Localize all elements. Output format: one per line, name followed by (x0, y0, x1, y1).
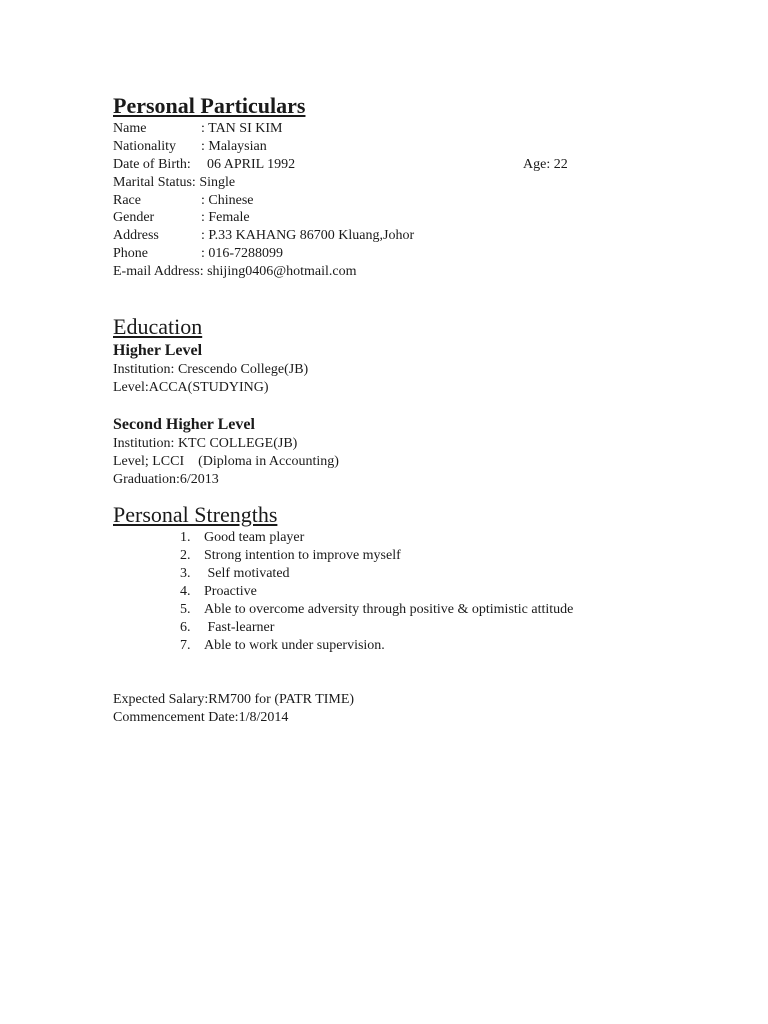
race-value: : Chinese (201, 192, 254, 208)
address-label: Address (113, 228, 159, 244)
list-item (180, 529, 768, 547)
list-text: Good team player (204, 530, 305, 546)
list-number: 4. (180, 584, 191, 600)
gender-row (113, 209, 733, 227)
name-label: Name (113, 121, 147, 136)
dob-row (113, 156, 733, 174)
nationality-label: Nationality (113, 138, 176, 154)
section-title-personal-strengths: Personal Strengths (113, 502, 278, 528)
higher-institution: Institution: Crescendo College(JB) (113, 362, 309, 378)
list-text: Proactive (204, 584, 257, 600)
phone-value: : 016-7288099 (201, 246, 284, 262)
dob-label: Date of Birth: (113, 156, 191, 172)
address-row (113, 227, 733, 245)
list-number: 1. (180, 530, 191, 546)
age-value: Age: 22 (523, 156, 568, 172)
list-text: Self motivated (204, 566, 290, 582)
list-item (180, 565, 768, 583)
list-number: 2. (180, 548, 191, 564)
nationality-row (113, 138, 733, 156)
higher-level: Level:ACCA(STUDYING) (113, 379, 269, 395)
list-item (180, 619, 768, 637)
commencement-date: Commencement Date:1/8/2014 (113, 709, 289, 725)
name-value: : TAN SI KIM (201, 121, 283, 136)
dob-value: 06 APRIL 1992 (207, 156, 296, 172)
list-text: Strong intention to improve myself (204, 548, 401, 564)
nationality-value: : Malaysian (201, 138, 267, 154)
race-row (113, 192, 733, 210)
marital-status: Marital Status: Single (113, 174, 236, 190)
name-row (113, 120, 733, 138)
gender-label: Gender (113, 210, 155, 226)
heading-higher-level: Higher Level (113, 342, 203, 360)
email-row: E-mail Address: shijing0406@hotmail.com (113, 264, 357, 280)
race-label: Race (113, 192, 141, 208)
graduation: Graduation:6/2013 (113, 471, 219, 487)
address-value: : P.33 KAHANG 86700 Kluang,Johor (201, 228, 415, 244)
list-number: 3. (180, 566, 191, 582)
list-number: 5. (180, 602, 191, 618)
second-institution: Institution: KTC COLLEGE(JB) (113, 435, 298, 451)
list-item (180, 601, 768, 619)
resume-page (113, 92, 733, 726)
strengths-list (180, 529, 768, 654)
list-number: 7. (180, 637, 191, 653)
gender-value: : Female (201, 210, 250, 226)
phone-label: Phone (113, 246, 148, 262)
list-text: Fast-learner (204, 619, 275, 635)
section-title-education: Education (113, 314, 203, 340)
second-level: Level; LCCI (Diploma in Accounting) (113, 453, 339, 469)
phone-row (113, 245, 733, 263)
list-text: Able to work under supervision. (204, 637, 385, 653)
expected-salary: Expected Salary:RM700 for (PATR TIME) (113, 691, 355, 707)
list-item (180, 583, 768, 601)
heading-second-higher-level: Second Higher Level (113, 415, 255, 433)
section-title-personal-particulars: Personal Particulars (113, 93, 306, 118)
list-number: 6. (180, 619, 191, 635)
list-text: Able to overcome adversity through positive & optimistic attitude (204, 602, 574, 618)
list-item (180, 637, 768, 655)
list-item (180, 547, 768, 565)
